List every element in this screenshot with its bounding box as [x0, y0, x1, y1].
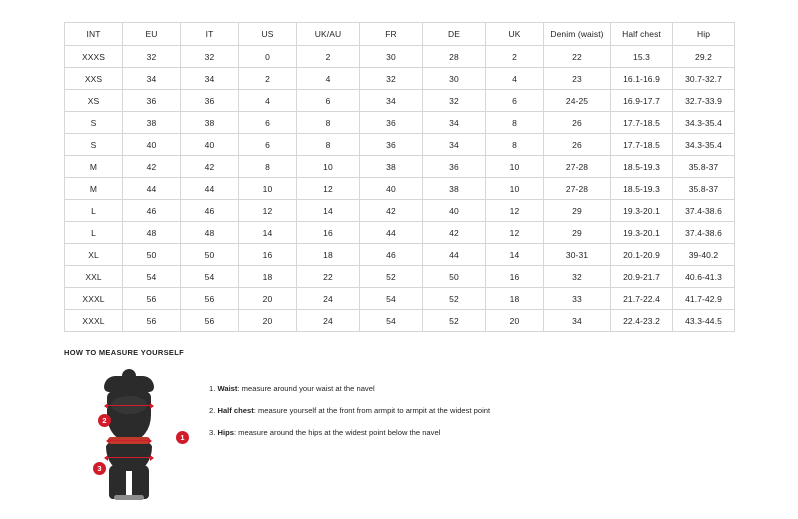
cell-int: S: [65, 112, 123, 134]
cell-us: 20: [239, 288, 297, 310]
cell-eu: 46: [123, 200, 181, 222]
column-header-hip: Hip: [673, 23, 735, 46]
marker-2-half-chest: 2: [98, 414, 111, 427]
cell-half-chest: 18.5-19.3: [611, 156, 673, 178]
cell-denim-waist: 34: [544, 310, 611, 332]
cell-us: 8: [239, 156, 297, 178]
cell-uk-au: 6: [297, 90, 360, 112]
mannequin-left-leg: [109, 465, 126, 499]
cell-hip: 41.7-42.9: [673, 288, 735, 310]
marker-1-waist: 1: [176, 431, 189, 444]
measure-note-waist: [209, 383, 490, 394]
cell-denim-waist: 26: [544, 134, 611, 156]
cell-fr: 54: [360, 310, 423, 332]
cell-it: 44: [181, 178, 239, 200]
cell-eu: 44: [123, 178, 181, 200]
measure-note-number: 1.: [209, 384, 216, 393]
cell-it: 48: [181, 222, 239, 244]
cell-hip: 34.3-35.4: [673, 112, 735, 134]
mannequin-stand: [114, 495, 144, 500]
table-row: [65, 68, 735, 90]
cell-hip: 35.8-37: [673, 156, 735, 178]
measure-note-term: Hips: [217, 428, 234, 437]
cell-fr: 46: [360, 244, 423, 266]
column-header-uk: UK: [486, 23, 544, 46]
cell-half-chest: 20.1-20.9: [611, 244, 673, 266]
cell-it: 54: [181, 266, 239, 288]
cell-uk: 10: [486, 156, 544, 178]
cell-us: 16: [239, 244, 297, 266]
column-header-fr: FR: [360, 23, 423, 46]
column-header-eu: EU: [123, 23, 181, 46]
cell-half-chest: 22.4-23.2: [611, 310, 673, 332]
cell-hip: 34.3-35.4: [673, 134, 735, 156]
cell-de: 40: [423, 200, 486, 222]
cell-fr: 42: [360, 200, 423, 222]
table-row: [65, 134, 735, 156]
cell-uk-au: 14: [297, 200, 360, 222]
measure-note-half-chest: [209, 405, 490, 416]
column-header-de: DE: [423, 23, 486, 46]
cell-de: 30: [423, 68, 486, 90]
half-chest-measure-arrow-icon: [108, 405, 150, 406]
cell-int: L: [65, 222, 123, 244]
column-header-it: IT: [181, 23, 239, 46]
cell-uk-au: 8: [297, 134, 360, 156]
measure-note-text: : measure yourself at the front from armpit to armpit at the widest point: [253, 406, 491, 415]
cell-eu: 32: [123, 46, 181, 68]
table-row: [65, 46, 735, 68]
cell-us: 14: [239, 222, 297, 244]
column-header-denim-waist: Denim (waist): [544, 23, 611, 46]
cell-denim-waist: 24-25: [544, 90, 611, 112]
cell-de: 34: [423, 112, 486, 134]
cell-uk-au: 12: [297, 178, 360, 200]
cell-int: XXL: [65, 266, 123, 288]
cell-half-chest: 15.3: [611, 46, 673, 68]
table-row: [65, 266, 735, 288]
cell-uk: 12: [486, 222, 544, 244]
cell-uk: 8: [486, 112, 544, 134]
cell-denim-waist: 29: [544, 222, 611, 244]
cell-eu: 40: [123, 134, 181, 156]
cell-fr: 38: [360, 156, 423, 178]
cell-int: XXXS: [65, 46, 123, 68]
table-row: [65, 200, 735, 222]
cell-it: 32: [181, 46, 239, 68]
cell-uk-au: 16: [297, 222, 360, 244]
cell-hip: 39-40.2: [673, 244, 735, 266]
cell-de: 52: [423, 310, 486, 332]
cell-denim-waist: 30-31: [544, 244, 611, 266]
cell-int: XS: [65, 90, 123, 112]
cell-hip: 35.8-37: [673, 178, 735, 200]
cell-hip: 43.3-44.5: [673, 310, 735, 332]
cell-denim-waist: 29: [544, 200, 611, 222]
how-to-measure-title: HOW TO MEASURE YOURSELF: [64, 348, 184, 357]
cell-eu: 50: [123, 244, 181, 266]
measure-note-number: 2.: [209, 406, 216, 415]
cell-us: 6: [239, 112, 297, 134]
cell-hip: 40.6-41.3: [673, 266, 735, 288]
cell-us: 12: [239, 200, 297, 222]
cell-uk-au: 24: [297, 310, 360, 332]
cell-us: 20: [239, 310, 297, 332]
cell-half-chest: 17.7-18.5: [611, 112, 673, 134]
cell-de: 50: [423, 266, 486, 288]
cell-uk-au: 24: [297, 288, 360, 310]
cell-it: 50: [181, 244, 239, 266]
measure-note-text: : measure around the hips at the widest point below the navel: [233, 428, 441, 437]
cell-us: 10: [239, 178, 297, 200]
cell-uk-au: 22: [297, 266, 360, 288]
cell-int: M: [65, 156, 123, 178]
cell-it: 38: [181, 112, 239, 134]
cell-uk-au: 18: [297, 244, 360, 266]
cell-it: 46: [181, 200, 239, 222]
cell-uk: 14: [486, 244, 544, 266]
cell-half-chest: 16.1-16.9: [611, 68, 673, 90]
table-row: [65, 244, 735, 266]
cell-it: 56: [181, 288, 239, 310]
how-to-measure-body: [64, 367, 734, 502]
cell-half-chest: 16.9-17.7: [611, 90, 673, 112]
cell-de: 52: [423, 288, 486, 310]
column-header-int: INT: [65, 23, 123, 46]
cell-it: 36: [181, 90, 239, 112]
cell-de: 32: [423, 90, 486, 112]
cell-uk: 6: [486, 90, 544, 112]
cell-uk-au: 4: [297, 68, 360, 90]
cell-denim-waist: 26: [544, 112, 611, 134]
cell-hip: 30.7-32.7: [673, 68, 735, 90]
cell-denim-waist: 32: [544, 266, 611, 288]
table-body: [65, 46, 735, 332]
cell-it: 34: [181, 68, 239, 90]
table-head: [65, 23, 735, 46]
cell-int: XL: [65, 244, 123, 266]
cell-de: 28: [423, 46, 486, 68]
cell-fr: 44: [360, 222, 423, 244]
size-conversion-table: [64, 22, 735, 332]
cell-us: 18: [239, 266, 297, 288]
measure-notes-list: [209, 367, 490, 449]
table-row: [65, 288, 735, 310]
cell-uk-au: 8: [297, 112, 360, 134]
table-row: [65, 178, 735, 200]
cell-de: 44: [423, 244, 486, 266]
cell-fr: 52: [360, 266, 423, 288]
size-table-container: [64, 22, 734, 332]
cell-eu: 54: [123, 266, 181, 288]
mannequin-figure-icon: [92, 369, 166, 501]
waist-measure-arrow-icon: [110, 440, 148, 441]
cell-uk: 10: [486, 178, 544, 200]
table-header-row: [65, 23, 735, 46]
cell-fr: 34: [360, 90, 423, 112]
cell-uk-au: 10: [297, 156, 360, 178]
cell-denim-waist: 27-28: [544, 178, 611, 200]
cell-uk: 4: [486, 68, 544, 90]
cell-fr: 30: [360, 46, 423, 68]
cell-fr: 36: [360, 134, 423, 156]
cell-uk: 18: [486, 288, 544, 310]
how-to-measure-section: [64, 348, 734, 502]
cell-us: 0: [239, 46, 297, 68]
measure-note-text: : measure around your waist at the navel: [237, 384, 375, 393]
column-header-uk-au: UK/AU: [297, 23, 360, 46]
cell-half-chest: 18.5-19.3: [611, 178, 673, 200]
cell-uk: 12: [486, 200, 544, 222]
cell-de: 38: [423, 178, 486, 200]
cell-eu: 34: [123, 68, 181, 90]
cell-uk-au: 2: [297, 46, 360, 68]
cell-half-chest: 19.3-20.1: [611, 222, 673, 244]
table-row: [65, 112, 735, 134]
cell-us: 4: [239, 90, 297, 112]
cell-uk: 8: [486, 134, 544, 156]
cell-uk: 16: [486, 266, 544, 288]
cell-hip: 37.4-38.6: [673, 222, 735, 244]
cell-it: 56: [181, 310, 239, 332]
cell-us: 6: [239, 134, 297, 156]
mannequin-right-leg: [132, 465, 149, 499]
measure-note-number: 3.: [209, 428, 216, 437]
table-row: [65, 222, 735, 244]
cell-it: 42: [181, 156, 239, 178]
cell-de: 36: [423, 156, 486, 178]
cell-int: XXXL: [65, 310, 123, 332]
cell-hip: 37.4-38.6: [673, 200, 735, 222]
hips-measure-arrow-icon: [108, 457, 150, 458]
cell-us: 2: [239, 68, 297, 90]
cell-uk: 20: [486, 310, 544, 332]
cell-de: 34: [423, 134, 486, 156]
cell-int: M: [65, 178, 123, 200]
cell-fr: 54: [360, 288, 423, 310]
cell-denim-waist: 27-28: [544, 156, 611, 178]
column-header-half-chest: Half chest: [611, 23, 673, 46]
table-row: [65, 90, 735, 112]
cell-uk: 2: [486, 46, 544, 68]
cell-eu: 56: [123, 310, 181, 332]
cell-half-chest: 17.7-18.5: [611, 134, 673, 156]
cell-half-chest: 21.7-22.4: [611, 288, 673, 310]
cell-denim-waist: 33: [544, 288, 611, 310]
cell-int: S: [65, 134, 123, 156]
cell-int: L: [65, 200, 123, 222]
cell-eu: 36: [123, 90, 181, 112]
measure-note-hips: [209, 427, 490, 438]
table-row: [65, 156, 735, 178]
cell-int: XXS: [65, 68, 123, 90]
cell-half-chest: 19.3-20.1: [611, 200, 673, 222]
cell-fr: 36: [360, 112, 423, 134]
cell-de: 42: [423, 222, 486, 244]
cell-eu: 56: [123, 288, 181, 310]
column-header-us: US: [239, 23, 297, 46]
cell-hip: 32.7-33.9: [673, 90, 735, 112]
cell-denim-waist: 23: [544, 68, 611, 90]
measure-note-term: Half chest: [217, 406, 254, 415]
cell-eu: 38: [123, 112, 181, 134]
cell-it: 40: [181, 134, 239, 156]
cell-eu: 48: [123, 222, 181, 244]
measure-note-term: Waist: [217, 384, 238, 393]
marker-3-hips: 3: [93, 462, 106, 475]
cell-eu: 42: [123, 156, 181, 178]
cell-fr: 40: [360, 178, 423, 200]
cell-int: XXXL: [65, 288, 123, 310]
cell-fr: 32: [360, 68, 423, 90]
mannequin-illustration: [64, 367, 199, 502]
table-row: [65, 310, 735, 332]
cell-denim-waist: 22: [544, 46, 611, 68]
cell-half-chest: 20.9-21.7: [611, 266, 673, 288]
cell-hip: 29.2: [673, 46, 735, 68]
